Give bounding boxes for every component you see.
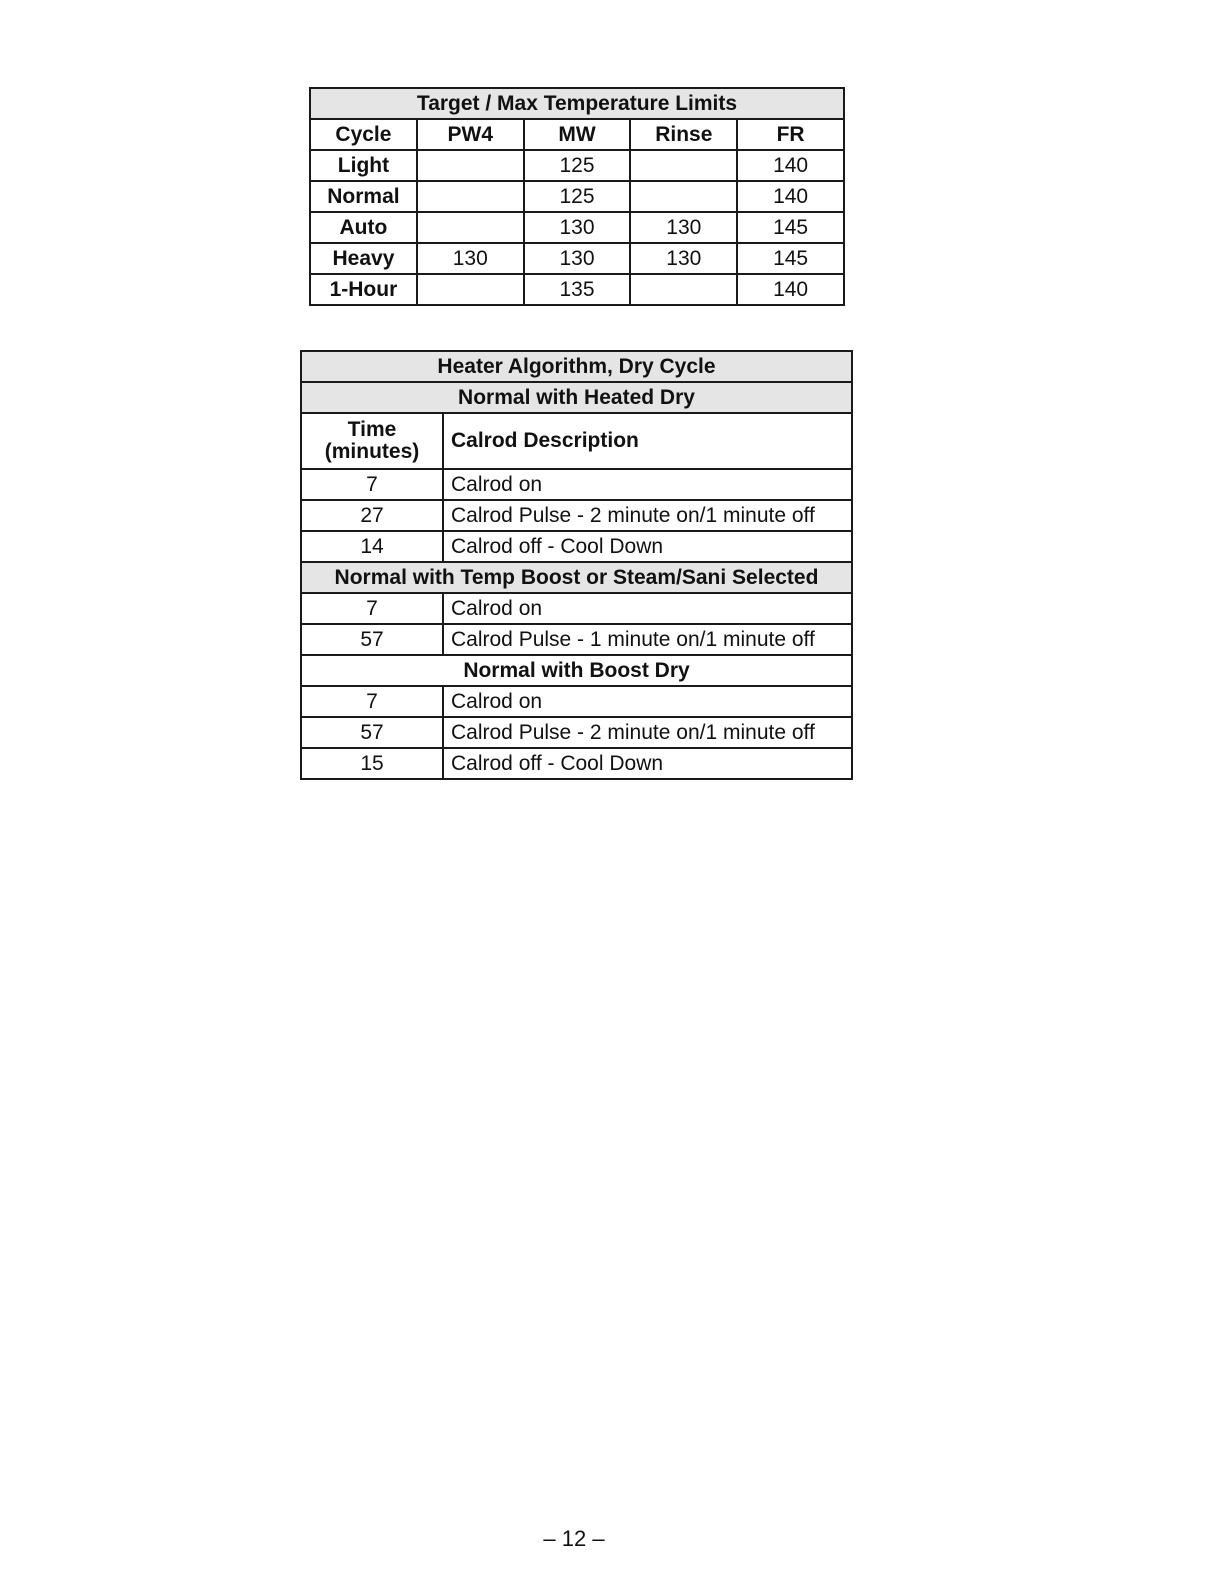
table-cell: 130	[630, 212, 737, 243]
cycle-name: 1-Hour	[310, 274, 417, 305]
temperature-limits-table	[309, 87, 845, 306]
table-cell: 140	[737, 181, 844, 212]
description-cell: Calrod Pulse - 1 minute on/1 minute off	[443, 624, 852, 655]
column-header: Cycle	[310, 119, 417, 150]
time-column-header	[301, 413, 443, 469]
description-cell: Calrod Pulse - 2 minute on/1 minute off	[443, 717, 852, 748]
cycle-name: Auto	[310, 212, 417, 243]
description-cell: Calrod off - Cool Down	[443, 531, 852, 562]
table-row	[310, 274, 844, 305]
section-heading: Normal with Heated Dry	[301, 382, 852, 413]
time-header-line: Time	[347, 418, 397, 441]
table-cell: 125	[524, 150, 631, 181]
table-cell: 145	[737, 243, 844, 274]
table-row	[310, 150, 844, 181]
description-cell: Calrod off - Cool Down	[443, 748, 852, 779]
table-row	[301, 748, 852, 779]
column-header: Rinse	[630, 119, 737, 150]
table-cell: 135	[524, 274, 631, 305]
column-header: FR	[737, 119, 844, 150]
table-cell	[417, 212, 524, 243]
description-cell: Calrod on	[443, 469, 852, 500]
time-cell: 57	[301, 624, 443, 655]
description-cell: Calrod Pulse - 2 minute on/1 minute off	[443, 500, 852, 531]
table-header-row	[301, 413, 852, 469]
time-cell: 7	[301, 593, 443, 624]
table-title: Heater Algorithm, Dry Cycle	[301, 351, 852, 382]
table-cell: 145	[737, 212, 844, 243]
time-cell: 27	[301, 500, 443, 531]
table-row	[301, 624, 852, 655]
table-cell: 130	[630, 243, 737, 274]
table-row	[310, 212, 844, 243]
time-header-unit: (minutes)	[324, 440, 420, 463]
time-cell: 15	[301, 748, 443, 779]
table-cell	[417, 274, 524, 305]
table-cell: 125	[524, 181, 631, 212]
table-row	[301, 469, 852, 500]
time-cell: 14	[301, 531, 443, 562]
table-row	[301, 531, 852, 562]
table-row	[301, 593, 852, 624]
table-cell	[417, 150, 524, 181]
time-cell: 7	[301, 686, 443, 717]
time-cell: 7	[301, 469, 443, 500]
section-heading: Normal with Boost Dry	[301, 655, 852, 686]
table-cell	[630, 274, 737, 305]
cycle-name: Normal	[310, 181, 417, 212]
table-row	[301, 717, 852, 748]
table-cell: 130	[524, 243, 631, 274]
description-cell: Calrod on	[443, 686, 852, 717]
table-cell: 130	[417, 243, 524, 274]
section-heading: Normal with Temp Boost or Steam/Sani Selected	[301, 562, 852, 593]
table-cell: 130	[524, 212, 631, 243]
table-cell	[630, 150, 737, 181]
table-cell: 140	[737, 150, 844, 181]
heater-algorithm-table	[300, 350, 853, 780]
table-row	[301, 686, 852, 717]
table-row	[310, 243, 844, 274]
table-row	[301, 500, 852, 531]
cycle-name: Heavy	[310, 243, 417, 274]
table-header-row	[310, 119, 844, 150]
page-number: – 12 –	[543, 1526, 605, 1551]
description-cell: Calrod on	[443, 593, 852, 624]
column-header: MW	[524, 119, 631, 150]
table-title: Target / Max Temperature Limits	[310, 88, 844, 119]
table-cell	[417, 181, 524, 212]
time-cell: 57	[301, 717, 443, 748]
cycle-name: Light	[310, 150, 417, 181]
table-row	[310, 181, 844, 212]
column-header: PW4	[417, 119, 524, 150]
table-cell	[630, 181, 737, 212]
table-cell: 140	[737, 274, 844, 305]
description-column-header: Calrod Description	[443, 413, 852, 469]
